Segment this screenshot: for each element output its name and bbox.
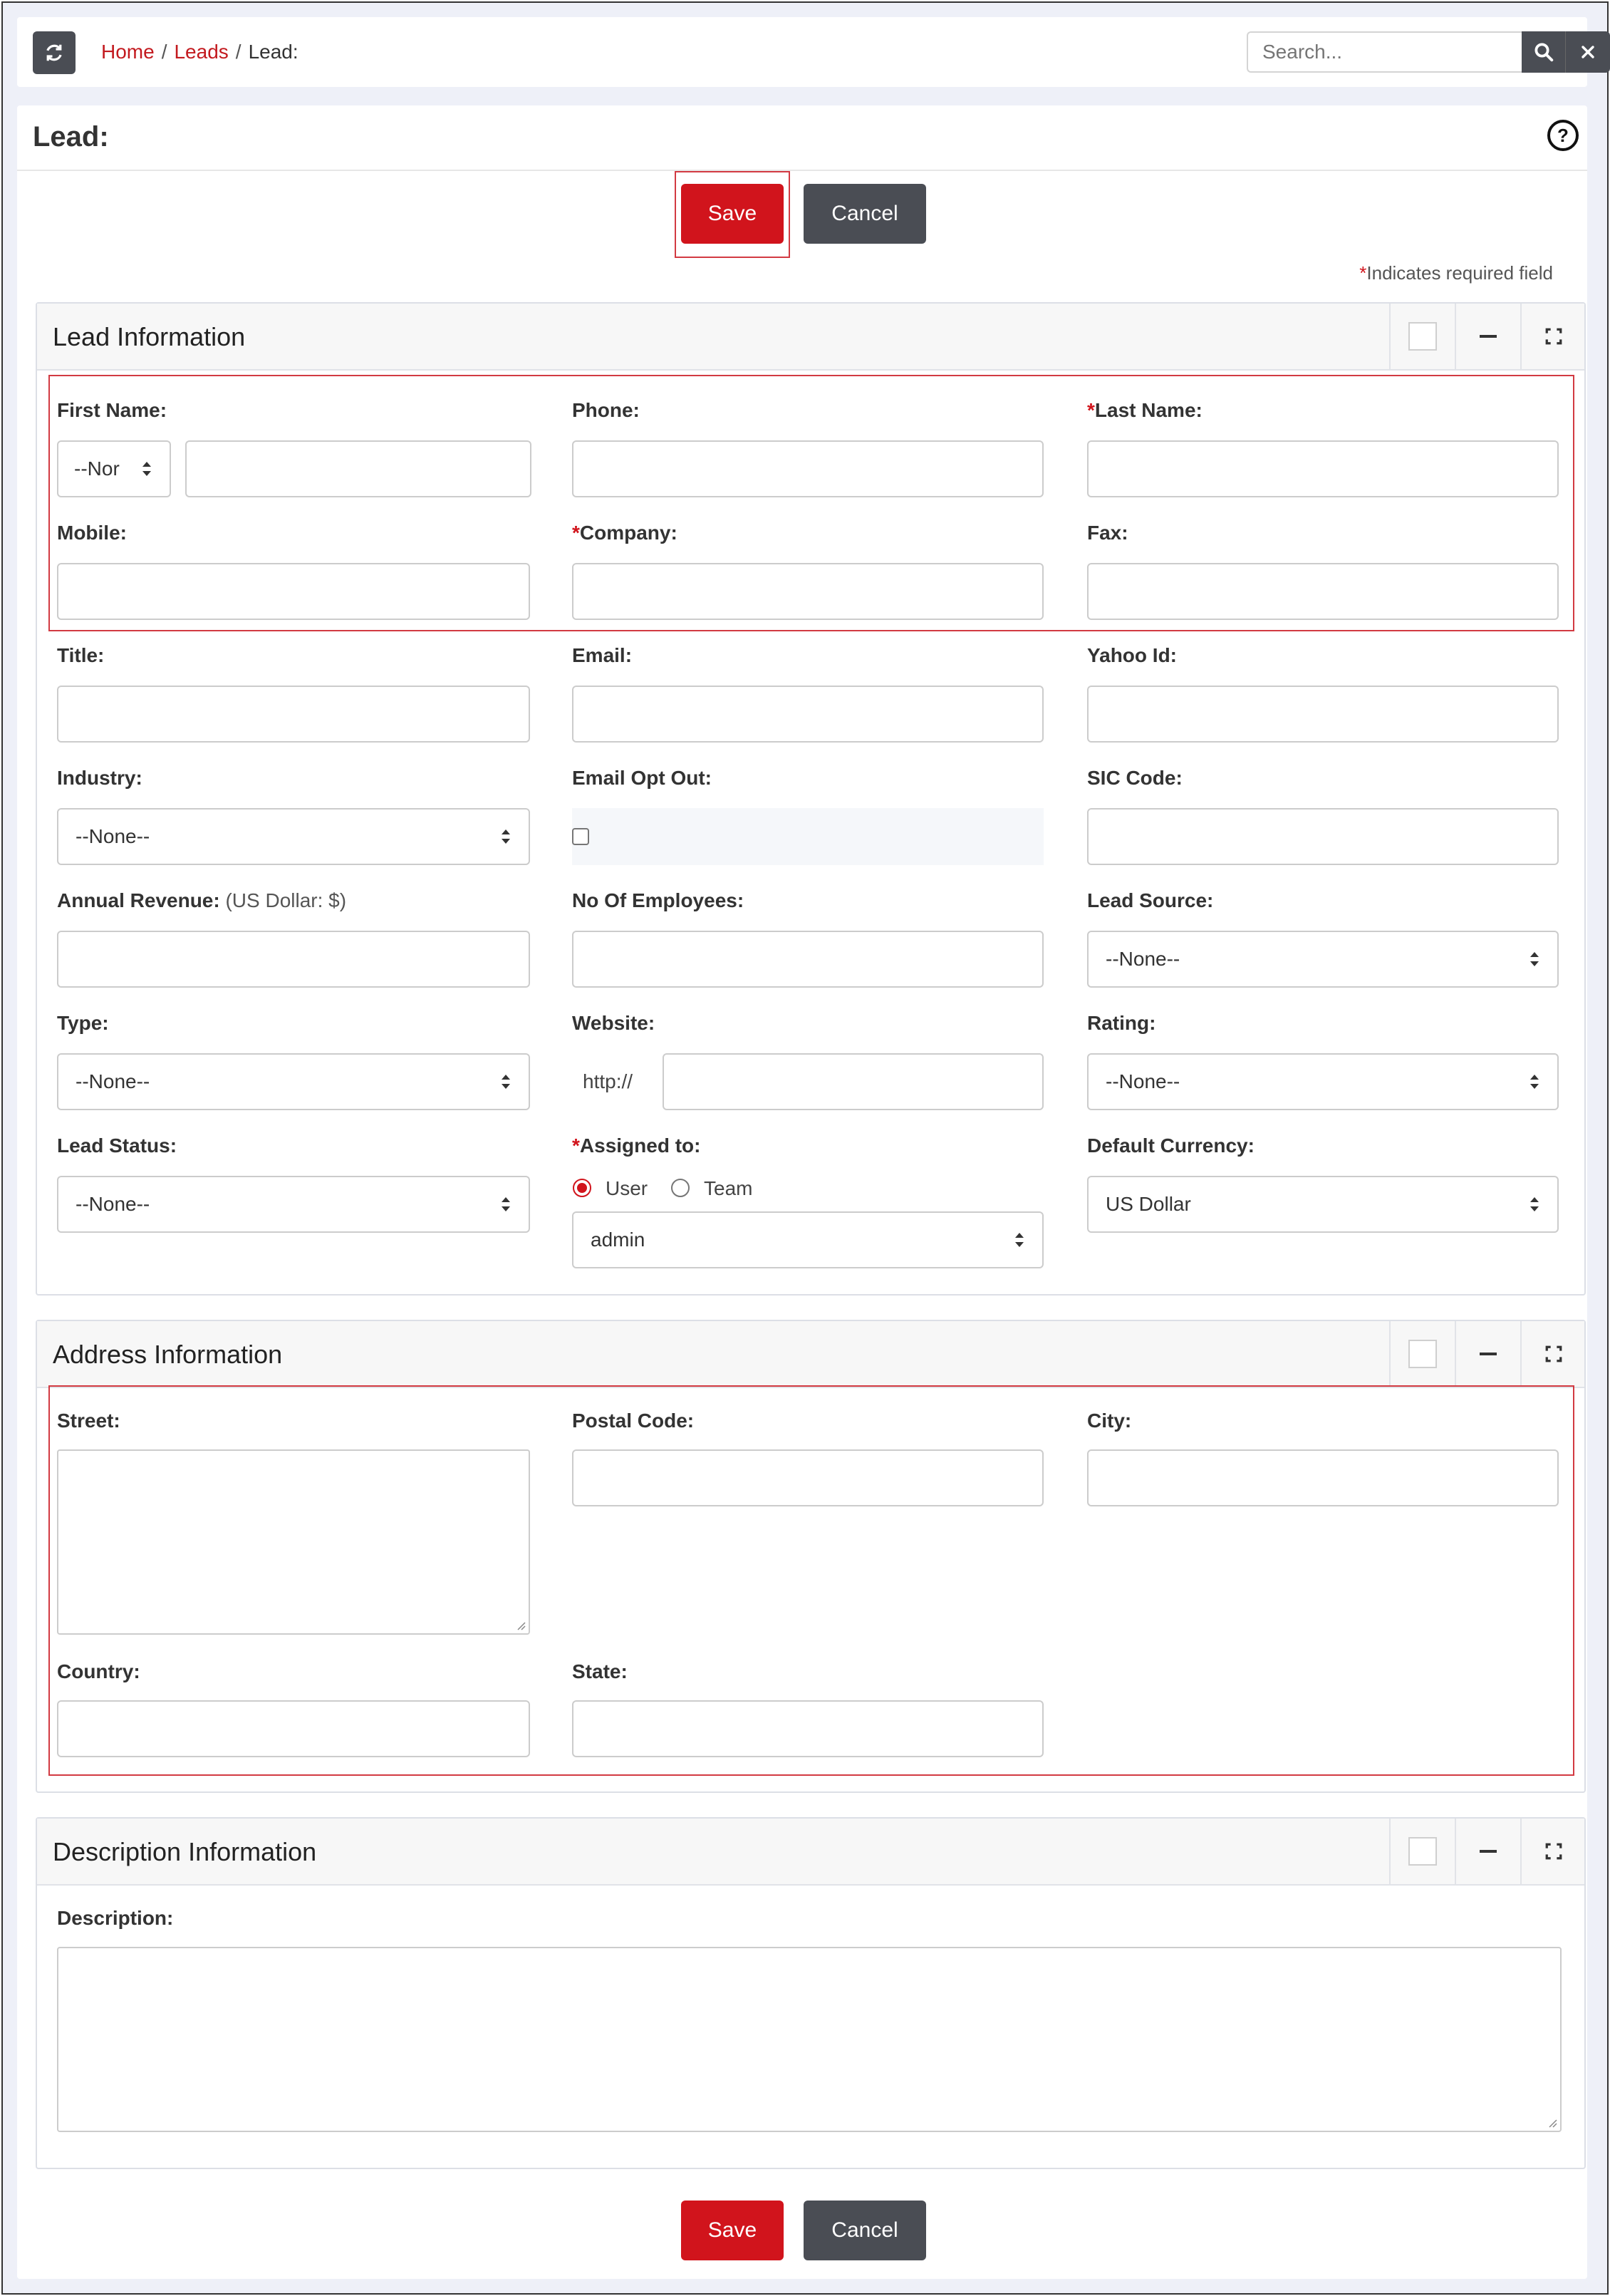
- email-opt-out-well: [572, 808, 1044, 865]
- section-title: Lead Information: [53, 322, 246, 351]
- email-opt-out-checkbox[interactable]: [572, 828, 589, 845]
- country-input[interactable]: [57, 1700, 530, 1757]
- description-information-section: [36, 1817, 1586, 2169]
- section-header: [37, 1819, 1584, 1886]
- assigned-value: admin: [591, 1229, 645, 1251]
- yahoo-id-label: Yahoo Id:: [1087, 644, 1177, 666]
- description-label: Description:: [57, 1907, 174, 1929]
- clear-search-button[interactable]: [1566, 31, 1610, 73]
- fullscreen-icon: [1544, 1345, 1563, 1363]
- section-header: [37, 304, 1584, 371]
- select-arrows-icon: [141, 457, 152, 480]
- search-input[interactable]: [1247, 31, 1522, 73]
- last-name-input[interactable]: [1087, 440, 1559, 497]
- title-label: Title:: [57, 644, 105, 666]
- lead-status-value: --None--: [76, 1193, 150, 1215]
- section-title: Address Information: [53, 1340, 283, 1369]
- postal-code-label: Postal Code:: [572, 1410, 695, 1432]
- salutation-select[interactable]: [57, 440, 171, 497]
- type-label: Type:: [57, 1012, 109, 1034]
- select-arrows-icon: [1014, 1229, 1025, 1251]
- industry-select[interactable]: [57, 808, 530, 865]
- breadcrumb-home[interactable]: Home: [101, 41, 155, 63]
- first-name-input[interactable]: [185, 440, 531, 497]
- select-arrows-icon: [500, 825, 511, 848]
- fullscreen-icon: [1544, 1842, 1563, 1861]
- section-title: Description Information: [53, 1837, 317, 1866]
- select-section-checkbox[interactable]: [1389, 1819, 1455, 1884]
- type-value: --None--: [76, 1070, 150, 1092]
- lead-information-section: [36, 302, 1586, 1296]
- select-arrows-icon: [500, 1193, 511, 1216]
- save-button-top[interactable]: Save: [681, 184, 784, 244]
- rating-select[interactable]: [1087, 1053, 1559, 1110]
- select-arrows-icon: [1529, 1193, 1540, 1216]
- required-field-note: *Indicates required field: [1359, 262, 1553, 284]
- help-icon[interactable]: ?: [1547, 120, 1579, 151]
- website-input[interactable]: [663, 1053, 1044, 1110]
- phone-input[interactable]: [572, 440, 1044, 497]
- city-input[interactable]: [1087, 1449, 1559, 1506]
- top-bar: [17, 17, 1587, 87]
- phone-label: Phone:: [572, 399, 640, 421]
- fullscreen-icon: [1544, 327, 1563, 346]
- collapse-section-button[interactable]: [1455, 1321, 1520, 1387]
- industry-label: Industry:: [57, 767, 142, 789]
- lead-source-select[interactable]: [1087, 931, 1559, 988]
- email-input[interactable]: [572, 686, 1044, 743]
- lead-source-value: --None--: [1106, 948, 1180, 970]
- rating-label: Rating:: [1087, 1012, 1156, 1034]
- company-label: *Company:: [572, 522, 677, 544]
- street-textarea[interactable]: [57, 1449, 530, 1635]
- website-label: Website:: [572, 1012, 655, 1034]
- expand-section-button[interactable]: [1520, 304, 1586, 369]
- select-arrows-icon: [500, 1070, 511, 1093]
- sic-code-label: SIC Code:: [1087, 767, 1183, 789]
- cancel-button-top[interactable]: Cancel: [804, 184, 926, 244]
- first-name-label: First Name:: [57, 399, 167, 421]
- email-label: Email:: [572, 644, 633, 666]
- last-name-label: *Last Name:: [1087, 399, 1203, 421]
- fax-input[interactable]: [1087, 563, 1559, 620]
- website-prefix: http://: [583, 1070, 633, 1092]
- breadcrumb: [101, 41, 298, 63]
- collapse-section-button[interactable]: [1455, 1819, 1520, 1884]
- lead-status-select[interactable]: [57, 1176, 530, 1233]
- email-opt-out-label: Email Opt Out:: [572, 767, 712, 789]
- annual-revenue-input[interactable]: [57, 931, 530, 988]
- postal-code-input[interactable]: [572, 1449, 1044, 1506]
- address-information-section: [36, 1320, 1586, 1793]
- state-label: State:: [572, 1660, 628, 1682]
- sic-code-input[interactable]: [1087, 808, 1559, 865]
- assigned-user-label: User: [606, 1177, 648, 1199]
- type-select[interactable]: [57, 1053, 530, 1110]
- lead-source-label: Lead Source:: [1087, 889, 1214, 911]
- title-input[interactable]: [57, 686, 530, 743]
- checkbox-icon: [1408, 1837, 1437, 1866]
- description-textarea[interactable]: [57, 1947, 1562, 2132]
- lead-status-label: Lead Status:: [57, 1134, 177, 1157]
- collapse-section-button[interactable]: [1455, 304, 1520, 369]
- fax-label: Fax:: [1087, 522, 1128, 544]
- currency-select[interactable]: [1087, 1176, 1559, 1233]
- street-label: Street:: [57, 1410, 120, 1432]
- breadcrumb-separator: /: [235, 41, 242, 63]
- select-section-checkbox[interactable]: [1389, 1321, 1455, 1387]
- breadcrumb-current: Lead:: [248, 41, 298, 63]
- default-currency-label: Default Currency:: [1087, 1134, 1255, 1157]
- industry-value: --None--: [76, 825, 150, 847]
- section-header: [37, 1321, 1584, 1388]
- currency-value: US Dollar: [1106, 1193, 1191, 1215]
- divider: [17, 170, 1587, 171]
- resize-grip-icon: [1547, 2118, 1557, 2128]
- save-button-bottom[interactable]: Save: [681, 2201, 784, 2260]
- search-button[interactable]: [1522, 31, 1566, 73]
- checkbox-icon: [1408, 1340, 1437, 1368]
- assigned-team-radio[interactable]: [671, 1179, 690, 1197]
- mobile-input[interactable]: [57, 563, 530, 620]
- assigned-user-select[interactable]: [572, 1211, 1044, 1268]
- refresh-icon: [43, 42, 65, 63]
- rating-value: --None--: [1106, 1070, 1180, 1092]
- yahoo-id-input[interactable]: [1087, 686, 1559, 743]
- minus-icon: [1480, 1353, 1497, 1355]
- expand-section-button[interactable]: [1520, 1321, 1586, 1387]
- breadcrumb-separator: /: [161, 41, 167, 63]
- resize-grip-icon: [516, 1620, 526, 1630]
- breadcrumb-leads[interactable]: Leads: [174, 41, 229, 63]
- checkbox-icon: [1408, 322, 1437, 351]
- cancel-button-bottom[interactable]: Cancel: [804, 2201, 926, 2260]
- expand-section-button[interactable]: [1520, 1819, 1586, 1884]
- minus-icon: [1480, 1850, 1497, 1853]
- company-input[interactable]: [572, 563, 1044, 620]
- minus-icon: [1480, 335, 1497, 338]
- select-arrows-icon: [1529, 1070, 1540, 1093]
- annual-revenue-label: Annual Revenue: (US Dollar: $): [57, 889, 347, 911]
- mobile-label: Mobile:: [57, 522, 127, 544]
- select-arrows-icon: [1529, 948, 1540, 971]
- refresh-button[interactable]: [33, 31, 76, 74]
- search-icon: [1533, 41, 1554, 63]
- salutation-value: --Nor: [74, 457, 120, 480]
- page-title: Lead:: [33, 121, 109, 152]
- close-icon: [1579, 43, 1596, 61]
- select-section-checkbox[interactable]: [1389, 304, 1455, 369]
- assigned-user-radio[interactable]: [573, 1179, 591, 1197]
- main-panel: [17, 105, 1587, 2279]
- assigned-to-label: *Assigned to:: [572, 1134, 701, 1157]
- country-label: Country:: [57, 1660, 140, 1682]
- city-label: City:: [1087, 1410, 1132, 1432]
- employees-label: No Of Employees:: [572, 889, 744, 911]
- state-input[interactable]: [572, 1700, 1044, 1757]
- assigned-team-label: Team: [704, 1177, 753, 1199]
- employees-input[interactable]: [572, 931, 1044, 988]
